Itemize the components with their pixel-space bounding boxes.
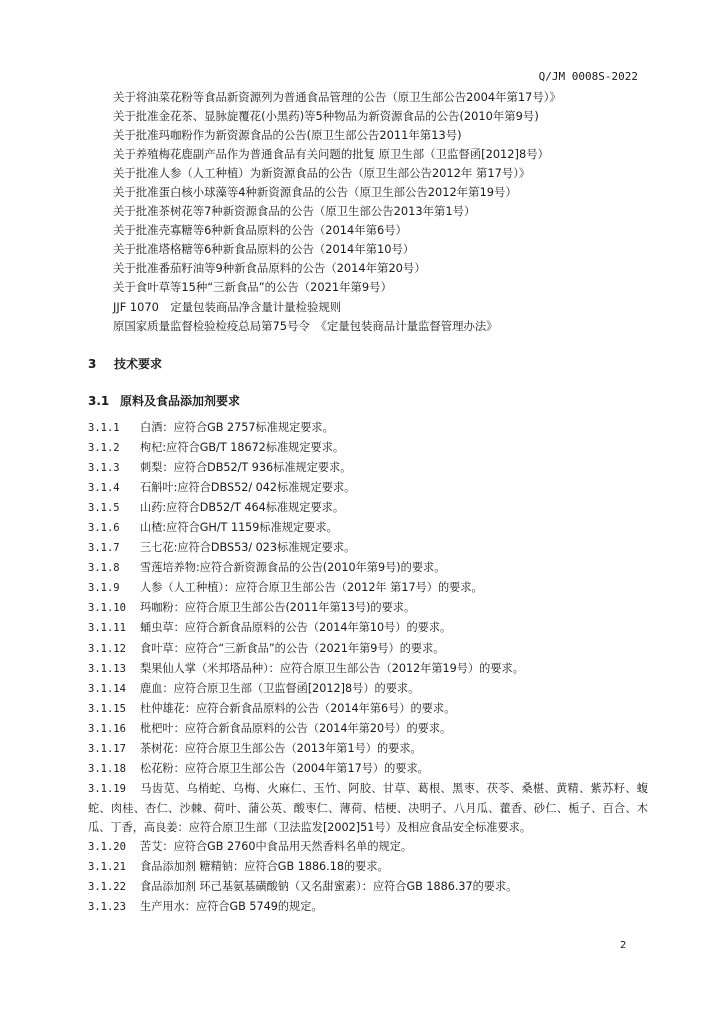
item-text: 马齿苋、乌梢蛇、乌梅、火麻仁、玉竹、阿胶、甘草、葛根、黑枣、茯苓、桑椹、黄精、紫苏籽、蝮蛇、肉桂、杏仁、沙棘、荷叶、蒲公英、酸枣仁、薄荷、桔梗、决明子、八月瓜、藿香、砂仁、栀子、百合、木瓜、丁香，高良姜：应符合原卫生部（卫法监发[2002]51号）及相应食品安全标准要求。 <box>88 781 648 834</box>
item-number: 3.1.19 <box>88 782 126 795</box>
item-number: 3.1.22 <box>88 881 126 894</box>
item-number: 3.1.7 <box>88 542 120 555</box>
item-number: 3.1.23 <box>88 901 126 914</box>
item-number: 3.1.20 <box>88 840 126 853</box>
requirements-list <box>88 418 648 917</box>
item-text: 生产用水：应符合GB 5749的规定。 <box>140 900 323 914</box>
item-text: 玛咖粉：应符合原卫生部公告(2011年第13号)的要求。 <box>140 601 416 615</box>
normative-references-list <box>113 88 653 336</box>
requirement-item <box>88 837 648 857</box>
reference-line: 原国家质量监督检验检疫总局第75号令 《定量包装商品计量监督管理办法》 <box>113 318 498 333</box>
reference-line: JJF 1070 定量包装商品净含量计量检验规则 <box>113 299 342 314</box>
reference-line: 关于批准茶树花等7种新资源食品的公告（原卫生部公告2013年第1号） <box>113 204 476 219</box>
item-text: 食叶草：应符合“三新食品”的公告（2021年第9号）的要求。 <box>140 641 445 655</box>
item-text: 茶树花：应符合原卫生部公告（2013年第1号）的要求。 <box>140 741 422 755</box>
item-number: 3.1.4 <box>88 482 120 495</box>
item-number: 3.1.12 <box>88 642 126 655</box>
requirement-item <box>88 779 648 837</box>
requirement-item <box>88 458 648 478</box>
requirement-item <box>88 418 648 438</box>
item-text: 山药:应符合DB52/T 464标准规定要求。 <box>140 501 345 515</box>
requirement-item <box>88 719 648 739</box>
item-text: 食品添加剂 糖精钠：应符合GB 1886.18的要求。 <box>140 860 389 874</box>
requirement-item <box>88 897 648 917</box>
item-text: 山楂:应符合GH/T 1159标准规定要求。 <box>140 521 338 535</box>
requirement-item <box>88 679 648 699</box>
reference-line: 关于批准蛋白核小球藻等4种新资源食品的公告（原卫生部公告2012年第19号） <box>113 185 517 200</box>
requirement-item <box>88 538 648 558</box>
requirement-item <box>88 759 648 779</box>
section-number: 3.1 <box>88 394 110 408</box>
requirement-item <box>88 739 648 759</box>
section-title: 原料及食品添加剂要求 <box>120 394 241 408</box>
item-number: 3.1.5 <box>88 502 120 515</box>
item-text: 蛹虫草：应符合新食品原料的公告（2014年第10号）的要求。 <box>140 621 452 635</box>
item-number: 3.1.1 <box>88 422 120 434</box>
item-number: 3.1.10 <box>88 602 126 615</box>
requirement-item <box>88 438 648 458</box>
item-number: 3.1.14 <box>88 682 126 695</box>
item-number: 3.1.21 <box>88 861 126 874</box>
document-code: Q/JM 0008S-2022 <box>538 70 638 83</box>
item-text: 梨果仙人掌（米邦塔品种）：应符合原卫生部公告（2012年第19号）的要求。 <box>140 661 524 675</box>
section-title: 技术要求 <box>114 357 163 371</box>
item-text: 鹿血：应符合原卫生部（卫监督函[2012]8号）的要求。 <box>140 681 420 695</box>
section-number: 3 <box>88 357 97 371</box>
item-number: 3.1.8 <box>88 562 120 575</box>
requirement-item <box>88 518 648 538</box>
item-number: 3.1.15 <box>88 702 126 715</box>
item-text: 雪莲培养物:应符合新资源食品的公告(2010年第9号)的要求。 <box>140 561 446 575</box>
item-number: 3.1.11 <box>88 622 126 635</box>
item-text: 苦艾：应符合GB 2760中食品用天然香料名单的规定。 <box>140 839 413 853</box>
requirement-item <box>88 578 648 598</box>
item-number: 3.1.13 <box>88 662 126 675</box>
reference-line: 关于批准人参（人工种植）为新资源食品的公告（原卫生部公告2012年 第17号）》 <box>113 166 531 181</box>
requirement-item <box>88 877 648 897</box>
reference-line: 关于食叶草等15种“三新食品”的公告（2021年第9号） <box>113 280 392 295</box>
reference-line: 关于批准金花茶、显脉旋覆花(小黑药)等5种物品为新资源食品的公告(2010年第9号) <box>113 109 539 124</box>
item-text: 杜仲雄花：应符合新食品原料的公告（2014年第6号）的要求。 <box>140 701 456 715</box>
reference-line: 关于批准壳寡糖等6种新食品原料的公告（2014年第6号） <box>113 223 408 238</box>
requirement-item <box>88 699 648 719</box>
item-text: 枸杞:应符合GB/T 18672标准规定要求。 <box>140 441 345 455</box>
requirement-item <box>88 558 648 578</box>
reference-line: 关于将油菜花粉等食品新资源列为普通食品管理的公告（原卫生部公告2004年第17号）》 <box>113 90 561 104</box>
requirement-item <box>88 659 648 679</box>
item-number: 3.1.6 <box>88 522 120 535</box>
item-number: 3.1.16 <box>88 722 126 735</box>
item-number: 3.1.2 <box>88 442 120 455</box>
item-text: 松花粉：应符合原卫生部公告（2004年第17号）的要求。 <box>140 761 429 775</box>
item-number: 3.1.3 <box>88 462 120 475</box>
item-text: 食品添加剂 环己基氨基磺酸钠（又名甜蜜素）：应符合GB 1886.37的要求。 <box>140 880 518 894</box>
requirement-item <box>88 498 648 518</box>
item-text: 枇杷叶：应符合新食品原料的公告（2014年第20号）的要求。 <box>140 721 452 735</box>
item-number: 3.1.9 <box>88 582 120 595</box>
requirement-item <box>88 857 648 877</box>
item-number: 3.1.17 <box>88 742 126 755</box>
requirement-item <box>88 478 648 498</box>
item-text: 白酒：应符合GB 2757标准规定要求。 <box>140 421 334 434</box>
item-text: 石斛叶:应符合DBS52/ 042标准规定要求。 <box>140 481 356 495</box>
section-3-heading <box>88 355 162 372</box>
requirement-item <box>88 639 648 659</box>
reference-line: 关于批准番茄籽油等9种新食品原料的公告（2014年第20号） <box>113 261 426 276</box>
reference-line: 关于批准塔格糖等6种新食品原料的公告（2014年第10号） <box>113 242 415 257</box>
section-3-1-heading <box>88 392 240 409</box>
requirement-item <box>88 618 648 638</box>
item-text: 刺梨：应符合DB52/T 936标准规定要求。 <box>140 461 352 475</box>
item-text: 人参（人工种植）：应符合原卫生部公告（2012年 第17号）的要求。 <box>140 581 483 595</box>
reference-line: 关于养殖梅花鹿副产品作为普通食品有关问题的批复 原卫生部（卫监督函[2012]8号） <box>113 147 550 162</box>
item-text: 三七花:应符合DBS53/ 023标准规定要求。 <box>140 541 356 555</box>
item-number: 3.1.18 <box>88 762 126 775</box>
reference-line: 关于批准玛咖粉作为新资源食品的公告(原卫生部公告2011年第13号) <box>113 128 462 143</box>
requirement-item <box>88 598 648 618</box>
page-number: 2 <box>620 940 627 951</box>
